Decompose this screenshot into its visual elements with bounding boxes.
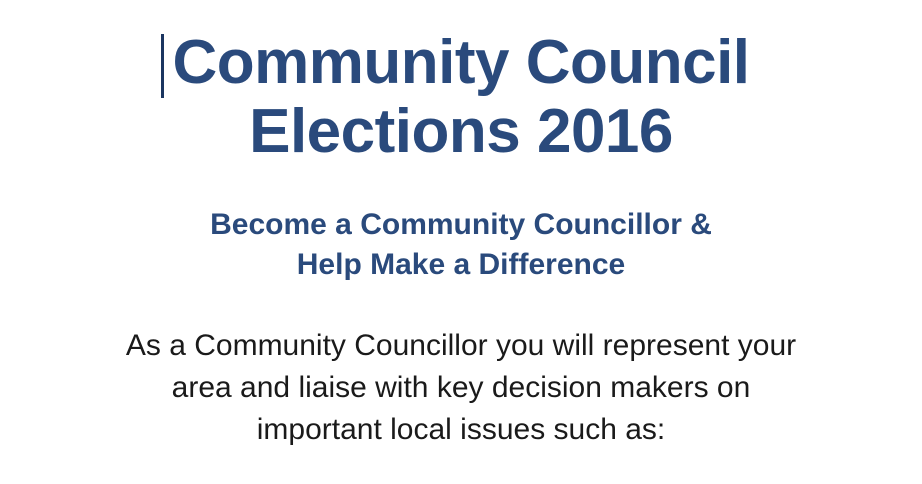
page-title	[0, 28, 922, 167]
page-subtitle	[0, 205, 922, 285]
body-line-3: important local issues such as:	[256, 413, 666, 446]
title-line-2: Elections 2016	[249, 97, 673, 167]
subtitle-line-2: Help Make a Difference	[296, 247, 626, 281]
subtitle-line-1: Become a Community Councillor &	[210, 208, 712, 241]
body-line-1: As a Community Councillor you will represent your	[125, 329, 797, 362]
title-line-1: Community Council	[172, 28, 750, 97]
text-cursor-caret	[161, 34, 164, 98]
title-line-1-wrapper	[172, 28, 749, 97]
body-line-2: area and liaise with key decision makers on	[171, 371, 751, 404]
body-paragraph	[0, 325, 922, 451]
